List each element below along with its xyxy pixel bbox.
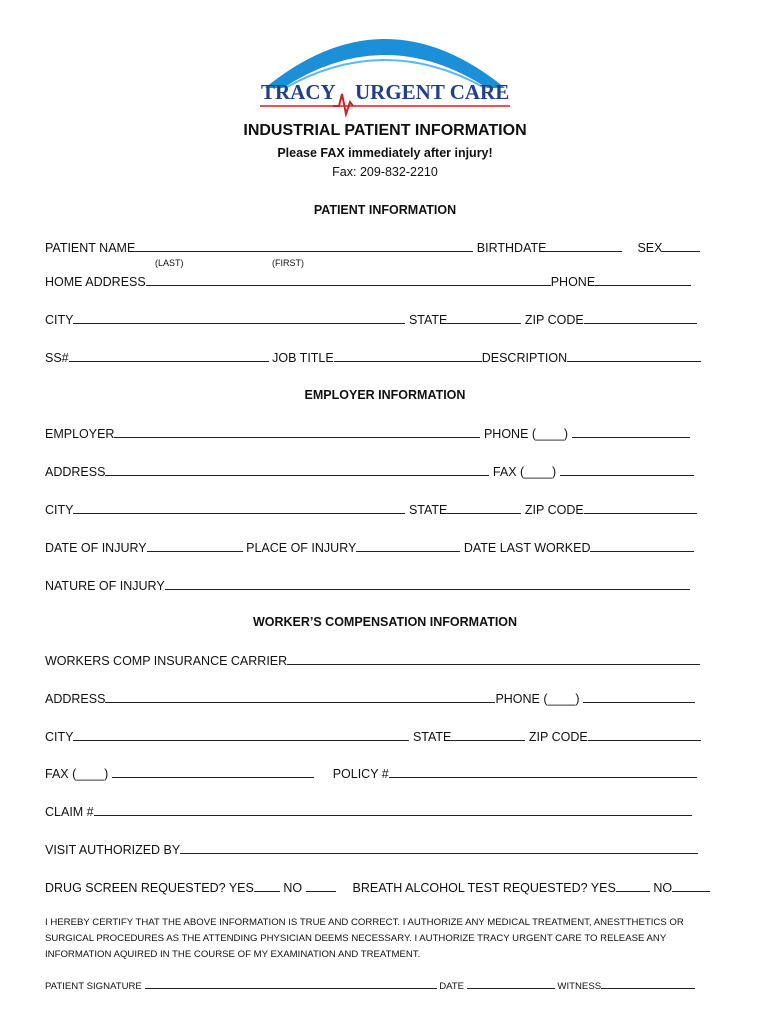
policy-label: POLICY #: [332, 767, 389, 781]
nature-injury-row: [45, 578, 690, 593]
job-title-label: JOB TITLE: [272, 351, 334, 365]
visit-authorized-field[interactable]: [180, 842, 698, 854]
comp-address-field[interactable]: [105, 691, 495, 703]
home-address-field[interactable]: [146, 274, 551, 286]
employer-phone-field[interactable]: [572, 426, 690, 438]
nature-of-injury-label: NATURE OF INJURY: [45, 579, 165, 593]
nature-of-injury-field[interactable]: [165, 578, 690, 590]
comp-address-label: ADDRESS: [45, 692, 106, 706]
job-title-field[interactable]: [334, 350, 482, 362]
drug-screen-label: DRUG SCREEN REQUESTED? YES: [45, 881, 254, 895]
patient-signature-label: PATIENT SIGNATURE: [45, 981, 142, 992]
date-field[interactable]: [467, 979, 555, 989]
comp-state-label: STATE: [412, 730, 452, 744]
date-label: DATE: [439, 981, 465, 992]
birthdate-field[interactable]: [546, 240, 622, 252]
certification-text: I HEREBY CERTIFY THAT THE ABOVE INFORMATION IS TRUE AND CORRECT. I AUTHORIZE ANY MEDICAL TREATMENT, ANESTTHETICS OR SURGICAL PROCEDURES AS THE ATTENDING PHYSICIAN DEEMS NECESSARY. I AUTHORIZE TRACY URGENT CARE TO RELEASE ANY INFORMATION AQUIRED IN THE COURSE OF MY EXAMINATION AND TREATMENT.: [45, 917, 684, 960]
fax-number: Fax: 209-832-2210: [332, 165, 438, 179]
birthdate-label: BIRTHDATE: [476, 241, 547, 255]
policy-field[interactable]: [389, 766, 697, 778]
section-workers-comp: WORKER’S COMPENSATION INFORMATION: [252, 615, 518, 629]
date-of-injury-label: DATE OF INJURY: [45, 541, 147, 555]
employer-address-row: [45, 464, 694, 479]
claim-row: [45, 804, 692, 819]
carrier-label: WORKERS COMP INSURANCE CARRIER: [45, 654, 288, 668]
fax-instruction: Please FAX immediately after injury!: [277, 146, 493, 160]
home-address-label: HOME ADDRESS: [45, 275, 146, 289]
employer-address-label: ADDRESS: [45, 465, 106, 479]
employer-row: [45, 426, 690, 441]
employer-city-label: CITY: [45, 503, 74, 517]
drug-screen-yes-field[interactable]: [254, 880, 280, 892]
claim-label: CLAIM #: [45, 805, 94, 819]
employer-fax-field[interactable]: [560, 464, 694, 476]
carrier-field[interactable]: [287, 653, 700, 665]
comp-city-label: CITY: [45, 730, 74, 744]
logo-text-tracy: TRACY: [261, 80, 336, 104]
employer-zip-label: ZIP CODE: [524, 503, 584, 517]
comp-address-row: [45, 691, 695, 706]
date-last-worked-label: DATE LAST WORKED: [463, 541, 591, 555]
comp-zip-label: ZIP CODE: [528, 730, 588, 744]
drug-screen-no-field[interactable]: [306, 880, 336, 892]
employer-city-field[interactable]: [73, 502, 405, 514]
employer-label: EMPLOYER: [45, 427, 115, 441]
employer-state-field[interactable]: [447, 502, 521, 514]
employer-zip-field[interactable]: [584, 502, 697, 514]
place-of-injury-field[interactable]: [356, 540, 460, 552]
visit-authorized-label: VISIT AUTHORIZED BY: [45, 843, 181, 857]
ss-field[interactable]: [69, 350, 269, 362]
date-of-injury-field[interactable]: [147, 540, 243, 552]
tests-row: [45, 880, 710, 895]
phone-label: PHONE: [550, 275, 596, 289]
patient-signature-field[interactable]: [145, 979, 437, 989]
city-field[interactable]: [73, 312, 405, 324]
comp-city-row: [45, 729, 701, 744]
comp-zip-field[interactable]: [588, 729, 701, 741]
witness-label: WITNESS: [557, 981, 602, 992]
phone-field[interactable]: [595, 274, 691, 286]
employer-field[interactable]: [114, 426, 480, 438]
employer-city-row: [45, 502, 697, 517]
comp-fax-label: FAX (____): [45, 767, 109, 781]
last-name-hint: (LAST): [155, 258, 184, 268]
state-field[interactable]: [447, 312, 521, 324]
description-label: DESCRIPTION: [481, 351, 568, 365]
logo: [255, 10, 515, 120]
home-address-row: [45, 274, 691, 289]
place-of-injury-label: PLACE OF INJURY: [246, 541, 357, 555]
section-employer-info: EMPLOYER INFORMATION: [304, 388, 466, 402]
date-last-worked-field[interactable]: [590, 540, 694, 552]
witness-field[interactable]: [601, 979, 695, 989]
patient-name-field[interactable]: [135, 240, 473, 252]
comp-phone-field[interactable]: [583, 691, 695, 703]
claim-field[interactable]: [94, 804, 692, 816]
comp-city-field[interactable]: [73, 729, 409, 741]
sex-label: SEX: [637, 241, 663, 255]
description-field[interactable]: [567, 350, 701, 362]
state-label: STATE: [408, 313, 448, 327]
patient-name-label: PATIENT NAME: [45, 241, 136, 255]
ss-row: [45, 350, 701, 365]
drug-screen-no-label: NO: [283, 881, 303, 895]
sex-field[interactable]: [662, 240, 700, 252]
injury-row: [45, 540, 694, 555]
employer-address-field[interactable]: [105, 464, 489, 476]
page-title: INDUSTRIAL PATIENT INFORMATION: [243, 122, 527, 139]
employer-fax-label: FAX (____): [492, 465, 557, 479]
signature-row: [45, 979, 695, 994]
first-name-hint: (FIRST): [272, 258, 304, 268]
carrier-row: [45, 653, 700, 668]
comp-fax-row: [45, 766, 697, 781]
logo-text-urgent-care: URGENT CARE: [355, 80, 510, 104]
employer-phone-label: PHONE (____): [483, 427, 569, 441]
patient-name-row: [45, 240, 700, 255]
breath-test-label: BREATH ALCOHOL TEST REQUESTED? YES: [352, 881, 616, 895]
section-patient-info: PATIENT INFORMATION: [313, 203, 457, 217]
comp-phone-label: PHONE (____): [495, 692, 580, 706]
breath-test-no-field[interactable]: [672, 880, 710, 892]
comp-fax-field[interactable]: [112, 766, 314, 778]
ss-label: SS#: [45, 351, 69, 365]
employer-state-label: STATE: [408, 503, 448, 517]
breath-test-yes-field[interactable]: [616, 880, 650, 892]
zip-label: ZIP CODE: [524, 313, 584, 327]
breath-test-no-label: NO: [653, 881, 673, 895]
patient-city-row: [45, 312, 697, 327]
city-label: CITY: [45, 313, 74, 327]
comp-state-field[interactable]: [451, 729, 525, 741]
visit-authorized-row: [45, 842, 698, 857]
zip-field[interactable]: [584, 312, 697, 324]
